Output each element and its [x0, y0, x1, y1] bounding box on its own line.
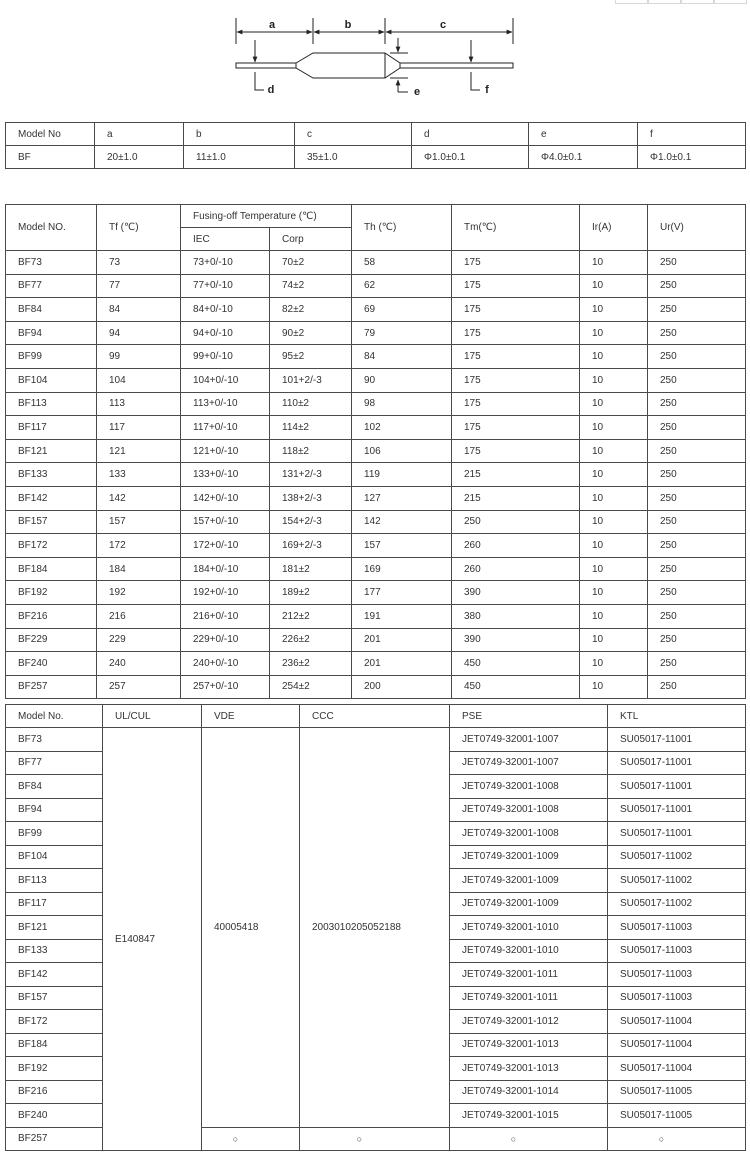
temp-ir-cell: 10 [580, 368, 648, 392]
temp-iec-cell: 84+0/-10 [181, 298, 270, 322]
cert-ktl-cell: SU05017-11001 [608, 775, 746, 799]
dim-value-cell: Φ4.0±0.1 [529, 146, 638, 169]
cert-ktl-cell: SU05017-11002 [608, 892, 746, 916]
cert-pse-cell: JET0749-32001-1011 [450, 986, 608, 1010]
cert-ktl-cell: SU05017-11003 [608, 963, 746, 987]
fuse-dimension-diagram [0, 0, 750, 110]
temp-th-cell: 79 [352, 321, 452, 345]
diagram-label-d: d [267, 84, 275, 96]
temp-corp-cell: 131+2/-3 [270, 463, 352, 487]
temp-model-cell: BF133 [6, 463, 97, 487]
header-tm: Tm(℃) [452, 205, 580, 251]
temp-tf-cell: 73 [97, 251, 181, 275]
certification-table [5, 704, 746, 1151]
dim-header-cell: c [295, 123, 412, 146]
cert-ktl-cell: SU05017-11005 [608, 1080, 746, 1104]
temp-tf-cell: 142 [97, 486, 181, 510]
temp-tf-cell: 216 [97, 604, 181, 628]
dim-header-cell: b [184, 123, 295, 146]
temp-ir-cell: 10 [580, 392, 648, 416]
temp-iec-cell: 121+0/-10 [181, 439, 270, 463]
temp-iec-cell: 94+0/-10 [181, 321, 270, 345]
cert-ktl-cell: SU05017-11004 [608, 1057, 746, 1081]
temp-th-cell: 98 [352, 392, 452, 416]
temp-model-cell: BF117 [6, 416, 97, 440]
cert-ktl-cell: SU05017-11003 [608, 916, 746, 940]
cert-pse-ring-mark [450, 1127, 608, 1151]
table-row [6, 416, 746, 440]
cert-ktl-cell: SU05017-11002 [608, 869, 746, 893]
cert-pse-cell: JET0749-32001-1015 [450, 1104, 608, 1128]
dim-value-cell: Φ1.0±0.1 [412, 146, 529, 169]
temp-ir-cell: 10 [580, 345, 648, 369]
temp-tm-cell: 215 [452, 486, 580, 510]
temp-corp-cell: 226±2 [270, 628, 352, 652]
temp-th-cell: 177 [352, 581, 452, 605]
header-ir: Ir(A) [580, 205, 648, 251]
header-corp: Corp [270, 228, 352, 251]
temp-tf-cell: 192 [97, 581, 181, 605]
table-row [6, 557, 746, 581]
dimension-header-row [6, 123, 746, 146]
temp-iec-cell: 240+0/-10 [181, 652, 270, 676]
table-row [6, 274, 746, 298]
temp-corp-cell: 254±2 [270, 675, 352, 699]
dim-header-cell: d [412, 123, 529, 146]
cert-ktl-cell: SU05017-11003 [608, 986, 746, 1010]
cert-header-ul-cul: UL/CUL [103, 705, 202, 728]
ring-mark-icon: ○ [232, 1133, 239, 1144]
cert-ktl-cell: SU05017-11003 [608, 939, 746, 963]
temp-th-cell: 191 [352, 604, 452, 628]
dim-value-cell: BF [6, 146, 95, 169]
leader-f [471, 72, 480, 90]
table-row [6, 321, 746, 345]
temp-ur-cell: 250 [648, 345, 746, 369]
temp-iec-cell: 104+0/-10 [181, 368, 270, 392]
temp-th-cell: 142 [352, 510, 452, 534]
cert-pse-cell: JET0749-32001-1011 [450, 963, 608, 987]
temp-model-cell: BF216 [6, 604, 97, 628]
temp-corp-cell: 90±2 [270, 321, 352, 345]
header-ur: Ur(V) [648, 205, 746, 251]
diagram-label-b: b [344, 19, 352, 31]
ring-mark-icon: ○ [510, 1133, 517, 1144]
cert-vde-merged: 40005418 [202, 728, 300, 1128]
diagram-label-c: c [439, 19, 447, 31]
table-row [6, 251, 746, 275]
dimension-value-row [6, 146, 746, 169]
table-row [6, 628, 746, 652]
header-tf: Tf (℃) [97, 205, 181, 251]
cert-ktl-cell: SU05017-11004 [608, 1010, 746, 1034]
cert-model-cell: BF94 [6, 798, 103, 822]
cert-ktl-cell: SU05017-11001 [608, 751, 746, 775]
temp-tm-cell: 175 [452, 274, 580, 298]
cert-model-cell: BF157 [6, 986, 103, 1010]
temp-iec-cell: 142+0/-10 [181, 486, 270, 510]
temp-ir-cell: 10 [580, 557, 648, 581]
header-fusing-off: Fusing-off Temperature (℃) [181, 205, 352, 228]
temp-th-cell: 90 [352, 368, 452, 392]
cert-pse-cell: JET0749-32001-1007 [450, 751, 608, 775]
temp-ir-cell: 10 [580, 486, 648, 510]
temp-iec-cell: 216+0/-10 [181, 604, 270, 628]
temp-iec-cell: 113+0/-10 [181, 392, 270, 416]
temp-ur-cell: 250 [648, 416, 746, 440]
temp-tf-cell: 240 [97, 652, 181, 676]
header-model: Model NO. [6, 205, 97, 251]
cert-pse-cell: JET0749-32001-1008 [450, 798, 608, 822]
diagram-label-e: e [413, 86, 421, 98]
temp-ur-cell: 250 [648, 321, 746, 345]
temp-ir-cell: 10 [580, 652, 648, 676]
temp-ur-cell: 250 [648, 604, 746, 628]
left-lead-wire [236, 63, 296, 68]
temp-ur-cell: 250 [648, 557, 746, 581]
temp-model-cell: BF113 [6, 392, 97, 416]
temp-th-cell: 106 [352, 439, 452, 463]
diagram-label-a: a [268, 19, 276, 31]
temp-model-cell: BF77 [6, 274, 97, 298]
cert-pse-cell: JET0749-32001-1010 [450, 939, 608, 963]
temp-model-cell: BF172 [6, 534, 97, 558]
temp-ir-cell: 10 [580, 534, 648, 558]
cert-pse-cell: JET0749-32001-1008 [450, 822, 608, 846]
temp-tm-cell: 250 [452, 510, 580, 534]
temp-tf-cell: 84 [97, 298, 181, 322]
temp-tm-cell: 175 [452, 251, 580, 275]
temp-ir-cell: 10 [580, 628, 648, 652]
temp-iec-cell: 77+0/-10 [181, 274, 270, 298]
ring-mark-icon: ○ [658, 1133, 665, 1144]
temp-corp-cell: 169+2/-3 [270, 534, 352, 558]
temp-iec-cell: 133+0/-10 [181, 463, 270, 487]
cert-ktl-cell: SU05017-11001 [608, 822, 746, 846]
temp-iec-cell: 73+0/-10 [181, 251, 270, 275]
cert-pse-cell: JET0749-32001-1009 [450, 869, 608, 893]
temp-corp-cell: 82±2 [270, 298, 352, 322]
temp-tf-cell: 121 [97, 439, 181, 463]
fuse-drawing [0, 0, 750, 110]
temp-ir-cell: 10 [580, 274, 648, 298]
temperature-rating-table [5, 204, 746, 699]
temp-ir-cell: 10 [580, 416, 648, 440]
table-row [6, 439, 746, 463]
temp-tm-cell: 175 [452, 439, 580, 463]
cert-header-ktl: KTL [608, 705, 746, 728]
temp-ur-cell: 250 [648, 486, 746, 510]
temp-th-cell: 201 [352, 652, 452, 676]
temp-tm-cell: 260 [452, 557, 580, 581]
temp-iec-cell: 192+0/-10 [181, 581, 270, 605]
temp-tm-cell: 175 [452, 392, 580, 416]
table-row [6, 463, 746, 487]
dimension-table [5, 122, 746, 169]
cert-model-cell: BF99 [6, 822, 103, 846]
temp-tf-cell: 133 [97, 463, 181, 487]
temp-corp-cell: 110±2 [270, 392, 352, 416]
temp-ur-cell: 250 [648, 439, 746, 463]
temp-tf-cell: 94 [97, 321, 181, 345]
temp-corp-cell: 138+2/-3 [270, 486, 352, 510]
cert-pse-cell: JET0749-32001-1008 [450, 775, 608, 799]
temp-tm-cell: 390 [452, 581, 580, 605]
temp-ir-cell: 10 [580, 510, 648, 534]
temp-tm-cell: 175 [452, 321, 580, 345]
cert-pse-cell: JET0749-32001-1014 [450, 1080, 608, 1104]
temp-corp-cell: 118±2 [270, 439, 352, 463]
temp-ur-cell: 250 [648, 298, 746, 322]
cert-ccc-merged: 2003010205052188 [300, 728, 450, 1128]
cert-model-cell: BF121 [6, 916, 103, 940]
cert-model-cell: BF117 [6, 892, 103, 916]
cert-header-pse: PSE [450, 705, 608, 728]
temp-tm-cell: 175 [452, 298, 580, 322]
cert-header-ccc: CCC [300, 705, 450, 728]
temp-ir-cell: 10 [580, 675, 648, 699]
temp-tm-cell: 450 [452, 652, 580, 676]
cert-vde-ring-mark [202, 1127, 300, 1151]
cert-ktl-cell: SU05017-11005 [608, 1104, 746, 1128]
temp-iec-cell: 172+0/-10 [181, 534, 270, 558]
temp-tm-cell: 380 [452, 604, 580, 628]
dim-header-cell: a [95, 123, 184, 146]
table-row [6, 728, 746, 752]
header-th: Th (℃) [352, 205, 452, 251]
cert-ktl-cell: SU05017-11001 [608, 728, 746, 752]
temp-ur-cell: 250 [648, 463, 746, 487]
temp-tf-cell: 229 [97, 628, 181, 652]
table-row [6, 510, 746, 534]
temperature-header-row [6, 205, 746, 228]
cert-ktl-cell: SU05017-11004 [608, 1033, 746, 1057]
certification-header-row [6, 705, 746, 728]
cert-model-cell: BF133 [6, 939, 103, 963]
leader-d [255, 72, 264, 90]
temp-ur-cell: 250 [648, 652, 746, 676]
temp-corp-cell: 95±2 [270, 345, 352, 369]
table-row [6, 368, 746, 392]
temp-iec-cell: 99+0/-10 [181, 345, 270, 369]
temp-model-cell: BF157 [6, 510, 97, 534]
cert-model-cell: BF77 [6, 751, 103, 775]
temp-tf-cell: 77 [97, 274, 181, 298]
temp-ur-cell: 250 [648, 251, 746, 275]
temp-model-cell: BF192 [6, 581, 97, 605]
temp-ir-cell: 10 [580, 604, 648, 628]
dim-header-cell: f [638, 123, 746, 146]
temp-iec-cell: 117+0/-10 [181, 416, 270, 440]
cert-model-cell: BF73 [6, 728, 103, 752]
cert-pse-cell: JET0749-32001-1012 [450, 1010, 608, 1034]
temp-corp-cell: 212±2 [270, 604, 352, 628]
temp-tf-cell: 172 [97, 534, 181, 558]
temp-ir-cell: 10 [580, 251, 648, 275]
cert-pse-cell: JET0749-32001-1007 [450, 728, 608, 752]
temp-tf-cell: 113 [97, 392, 181, 416]
temp-th-cell: 62 [352, 274, 452, 298]
temp-model-cell: BF142 [6, 486, 97, 510]
temp-iec-cell: 257+0/-10 [181, 675, 270, 699]
temp-ur-cell: 250 [648, 534, 746, 558]
temp-th-cell: 157 [352, 534, 452, 558]
table-row [6, 345, 746, 369]
temp-model-cell: BF229 [6, 628, 97, 652]
temp-model-cell: BF184 [6, 557, 97, 581]
temp-th-cell: 127 [352, 486, 452, 510]
temp-ur-cell: 250 [648, 581, 746, 605]
temp-tf-cell: 184 [97, 557, 181, 581]
temp-corp-cell: 189±2 [270, 581, 352, 605]
table-row [6, 486, 746, 510]
table-row [6, 604, 746, 628]
temp-ur-cell: 250 [648, 675, 746, 699]
temp-corp-cell: 70±2 [270, 251, 352, 275]
temp-ur-cell: 250 [648, 510, 746, 534]
cert-pse-cell: JET0749-32001-1009 [450, 845, 608, 869]
cert-model-cell: BF192 [6, 1057, 103, 1081]
temp-tm-cell: 175 [452, 345, 580, 369]
temp-tf-cell: 257 [97, 675, 181, 699]
temp-corp-cell: 181±2 [270, 557, 352, 581]
temp-corp-cell: 114±2 [270, 416, 352, 440]
dim-value-cell: Φ1.0±0.1 [638, 146, 746, 169]
temp-ir-cell: 10 [580, 581, 648, 605]
temp-iec-cell: 229+0/-10 [181, 628, 270, 652]
temp-ur-cell: 250 [648, 368, 746, 392]
temp-ur-cell: 250 [648, 628, 746, 652]
temp-tf-cell: 117 [97, 416, 181, 440]
cert-header-model: Model No. [6, 705, 103, 728]
temp-tm-cell: 450 [452, 675, 580, 699]
dim-value-cell: 11±1.0 [184, 146, 295, 169]
temp-model-cell: BF240 [6, 652, 97, 676]
table-row [6, 581, 746, 605]
cert-model-cell: BF240 [6, 1104, 103, 1128]
temp-th-cell: 69 [352, 298, 452, 322]
temp-corp-cell: 101+2/-3 [270, 368, 352, 392]
temp-ir-cell: 10 [580, 439, 648, 463]
cert-pse-cell: JET0749-32001-1013 [450, 1033, 608, 1057]
temp-model-cell: BF84 [6, 298, 97, 322]
temp-iec-cell: 184+0/-10 [181, 557, 270, 581]
dim-value-cell: 35±1.0 [295, 146, 412, 169]
cert-ktl-cell: SU05017-11001 [608, 798, 746, 822]
cert-model-cell: BF172 [6, 1010, 103, 1034]
cert-pse-cell: JET0749-32001-1010 [450, 916, 608, 940]
temp-tm-cell: 260 [452, 534, 580, 558]
cert-pse-cell: JET0749-32001-1013 [450, 1057, 608, 1081]
cert-ktl-ring-mark [608, 1127, 746, 1151]
ring-mark-icon: ○ [356, 1133, 363, 1144]
cert-model-cell: BF84 [6, 775, 103, 799]
temp-ir-cell: 10 [580, 298, 648, 322]
dim-value-cell: 20±1.0 [95, 146, 184, 169]
table-row [6, 675, 746, 699]
cert-model-cell: BF257 [6, 1127, 103, 1151]
temp-th-cell: 119 [352, 463, 452, 487]
temp-th-cell: 102 [352, 416, 452, 440]
temp-th-cell: 58 [352, 251, 452, 275]
dim-header-cell: Model No [6, 123, 95, 146]
temp-tm-cell: 175 [452, 416, 580, 440]
diagram-label-f: f [485, 84, 489, 96]
cert-model-cell: BF216 [6, 1080, 103, 1104]
cert-header-vde: VDE [202, 705, 300, 728]
temp-corp-cell: 154+2/-3 [270, 510, 352, 534]
temp-th-cell: 169 [352, 557, 452, 581]
temp-corp-cell: 74±2 [270, 274, 352, 298]
cert-ccc-ring-mark [300, 1127, 450, 1151]
table-row [6, 652, 746, 676]
temp-model-cell: BF73 [6, 251, 97, 275]
cert-ul-cul-merged: E140847 [103, 728, 202, 1151]
table-row [6, 392, 746, 416]
temp-tf-cell: 99 [97, 345, 181, 369]
temp-model-cell: BF104 [6, 368, 97, 392]
temp-tf-cell: 157 [97, 510, 181, 534]
temp-th-cell: 84 [352, 345, 452, 369]
table-row [6, 298, 746, 322]
temp-tf-cell: 104 [97, 368, 181, 392]
dim-header-cell: e [529, 123, 638, 146]
cert-pse-cell: JET0749-32001-1009 [450, 892, 608, 916]
temp-ir-cell: 10 [580, 463, 648, 487]
temp-ir-cell: 10 [580, 321, 648, 345]
cert-model-cell: BF113 [6, 869, 103, 893]
temp-model-cell: BF99 [6, 345, 97, 369]
temp-model-cell: BF94 [6, 321, 97, 345]
header-iec: IEC [181, 228, 270, 251]
cert-model-cell: BF184 [6, 1033, 103, 1057]
temp-tm-cell: 390 [452, 628, 580, 652]
temp-corp-cell: 236±2 [270, 652, 352, 676]
temp-th-cell: 201 [352, 628, 452, 652]
right-lead-wire [400, 63, 513, 68]
temp-tm-cell: 175 [452, 368, 580, 392]
table-row [6, 534, 746, 558]
temp-ur-cell: 250 [648, 274, 746, 298]
temp-model-cell: BF121 [6, 439, 97, 463]
temp-th-cell: 200 [352, 675, 452, 699]
temp-iec-cell: 157+0/-10 [181, 510, 270, 534]
fuse-body-outline [296, 53, 400, 78]
temp-model-cell: BF257 [6, 675, 97, 699]
temp-ur-cell: 250 [648, 392, 746, 416]
temp-tm-cell: 215 [452, 463, 580, 487]
cert-model-cell: BF142 [6, 963, 103, 987]
cert-model-cell: BF104 [6, 845, 103, 869]
cert-ktl-cell: SU05017-11002 [608, 845, 746, 869]
